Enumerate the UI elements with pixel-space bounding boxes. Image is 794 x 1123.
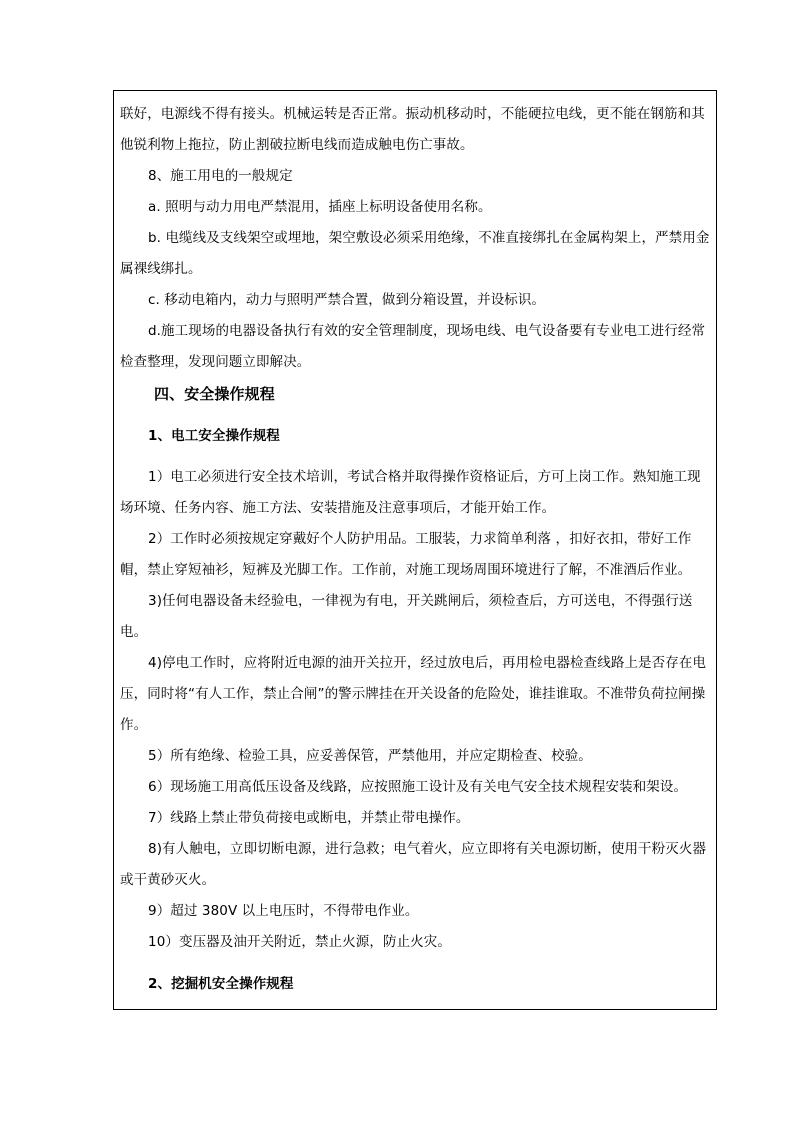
subsection-heading-excavator: 2、挖掘机安全操作规程 [148, 976, 294, 992]
electrician-rule-4: 4)停电工作时，应将附近电源的油开关拉开，经过放电后，再用检电器检查线路上是否存在电压，同时将“有人工作，禁止合闸”的警示牌挂在开关设备的危险处，谁挂谁取。不准带负荷拉闸操作。 [120, 655, 707, 733]
section-8-heading: 8、施工用电的一般规定 [148, 168, 293, 184]
document-table-cell [113, 90, 717, 1010]
rule-b: b. 电缆线及支线架空或埋地，架空敷设必须采用绝缘，不准直接绑扎在金属构架上，严禁用金属裸线绑扎。 [120, 230, 710, 277]
electrician-rule-10: 10）变压器及油开关附近，禁止火源，防止火灾。 [148, 934, 451, 950]
electrician-rule-6: 6）现场施工用高低压设备及线路，应按照施工设计及有关电气安全技术规程安装和架设。 [148, 779, 688, 795]
document-body [120, 99, 712, 1000]
electrician-rule-9: 9）超过 380V 以上电压时，不得带电作业。 [148, 903, 419, 919]
electrician-rule-1: 1）电工必须进行安全技术培训，考试合格并取得操作资格证后，方可上岗工作。熟知施工现场环境、任务内容、施工方法、安装措施及注意事项后，才能开始工作。 [120, 469, 701, 516]
rule-a: a. 照明与动力用电严禁混用，插座上标明设备使用名称。 [148, 199, 492, 215]
electrician-rule-2: 2）工作时必须按规定穿戴好个人防护用品。工服装，力求简单利落 ，扣好衣扣，带好工作帽，禁止穿短袖衫，短裤及光脚工作。工作前，对施工现场周围环境进行了解，不准酒后作业。 [120, 531, 692, 578]
electrician-rule-8: 8)有人触电，立即切断电源，进行急救；电气着火，应立即将有关电源切断，使用干粉灭火器或干黄砂灭火。 [120, 841, 707, 888]
rule-c: c. 移动电箱内，动力与照明严禁合置，做到分箱设置，并设标识。 [148, 292, 546, 308]
electrician-rule-3: 3)任何电器设备未经验电，一律视为有电，开关跳闸后，须检查后，方可送电，不得强行送电。 [120, 593, 693, 640]
section-heading-safety-procedures: 四、安全操作规程 [154, 385, 275, 403]
paragraph-continuation: 联好，电源线不得有接头。机械运转是否正常。振动机移动时，不能硬拉电线，更不能在钢筋和其他锐利物上拖拉，防止割破拉断电线而造成触电伤亡事故。 [120, 106, 705, 153]
electrician-rule-5: 5）所有绝缘、检验工具，应妥善保管，严禁他用，并应定期检查、校验。 [148, 748, 592, 764]
subsection-heading-electrician: 1、电工安全操作规程 [148, 428, 280, 444]
rule-d: d.施工现场的电器设备执行有效的安全管理制度，现场电线、电气设备要有专业电工进行经常检查整理，发现问题立即解决。 [120, 323, 706, 370]
electrician-rule-7: 7）线路上禁止带负荷接电或断电，并禁止带电操作。 [148, 810, 470, 826]
